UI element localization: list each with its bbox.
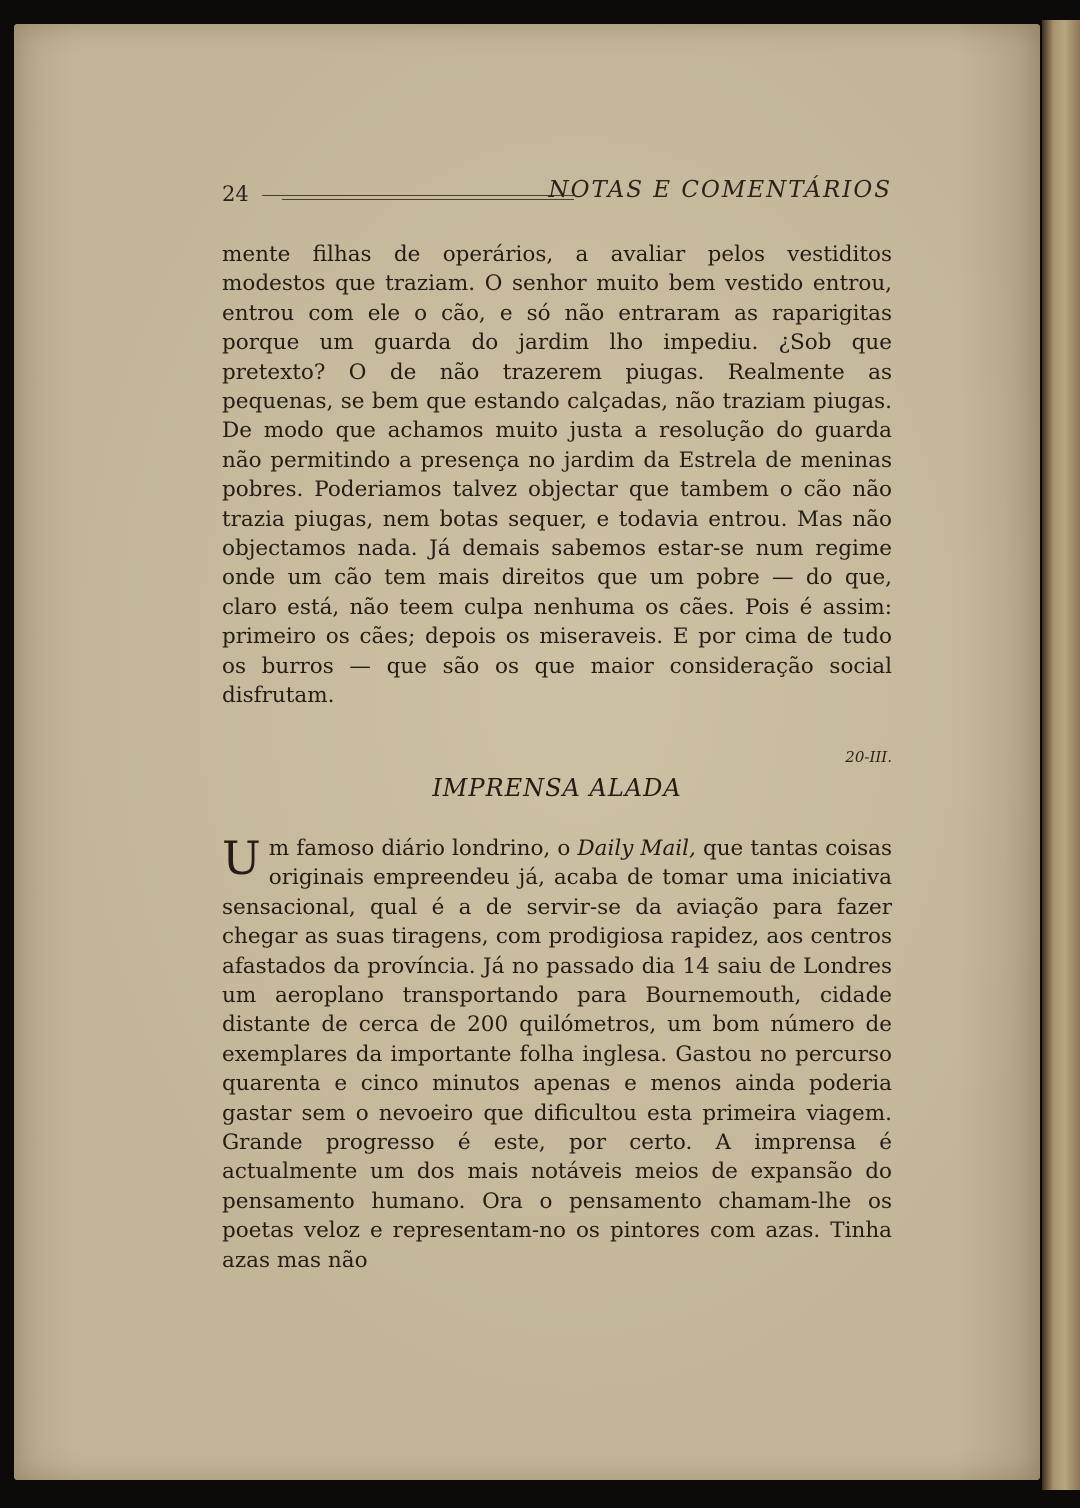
article-two-text-start: m famoso diário londrino, o (268, 836, 578, 861)
article-two-text-rest: que tantas coisas originais empreendeu já, acaba de tomar uma iniciativa sensacional, qual é a de servir-se da aviação para fazer chegar as suas tiragens, com prodigiosa rapidez, aos centros afastados da província. Já no passado dia 14 saiu de Londres um aeroplano transportando para Bournemouth, cidade distante de cerca de 200 quilómetros, um bom número de exemplares da importante folha inglesa. Gastou no percurso quarenta e cinco minutos apenas e menos ainda poderia gastar sem o nevoeiro que dificultou esta primeira viagem. Grande progresso é este, por certo. A imprensa é actualmente um dos mais notáveis meios de expansão do pensamento humano. Ora o pensamento chamam-lhe os poetas veloz e representam-no os pintores com azas. Tinha azas mas não (222, 836, 892, 1273)
newspaper-name: Daily Mail, (577, 836, 696, 861)
header-rule (262, 195, 574, 196)
article-two-body (222, 831, 892, 1275)
article-one-paragraph: mente filhas de operários, a avaliar pelos vestiditos modestos que traziam. O senhor muito bem vestido entrou, entrou com ele o cão, e só não entraram as raparigitas porque um guarda do jardim lho impediu. ¿Sob que pretexto? O de não trazerem piugas. Realmente as pequenas, se bem que estando calçadas, não traziam piugas. De modo que achamos muito justa a resolução do guarda não permitindo a presença no jardim da Estrela de meninas pobres. Poderiamos talvez objectar que tambem o cão não trazia piugas, nem botas sequer, e todavia entrou. Mas não objectamos nada. Já demais sabemos estar-se num regime onde um cão tem mais direitos que um pobre — do que, claro está, não teem culpa nenhuma os cães. Pois é assim: primeiro os cães; depois os miseraveis. E por cima de tudo os burros — que são os que maior consideração social disfrutam. (222, 242, 892, 709)
article-two-paragraph (222, 831, 892, 1275)
article-one-body (222, 240, 892, 711)
running-title: NOTAS E COMENTÁRIOS (548, 177, 892, 203)
article-one-date: 20-III. (845, 748, 892, 766)
section-title: IMPRENSA ALADA (432, 774, 682, 802)
adjacent-page-edge (1042, 20, 1080, 1490)
drop-cap: U (222, 831, 261, 885)
running-header (222, 176, 892, 210)
header-rule-lower (282, 199, 574, 200)
page-number: 24 (222, 182, 249, 206)
